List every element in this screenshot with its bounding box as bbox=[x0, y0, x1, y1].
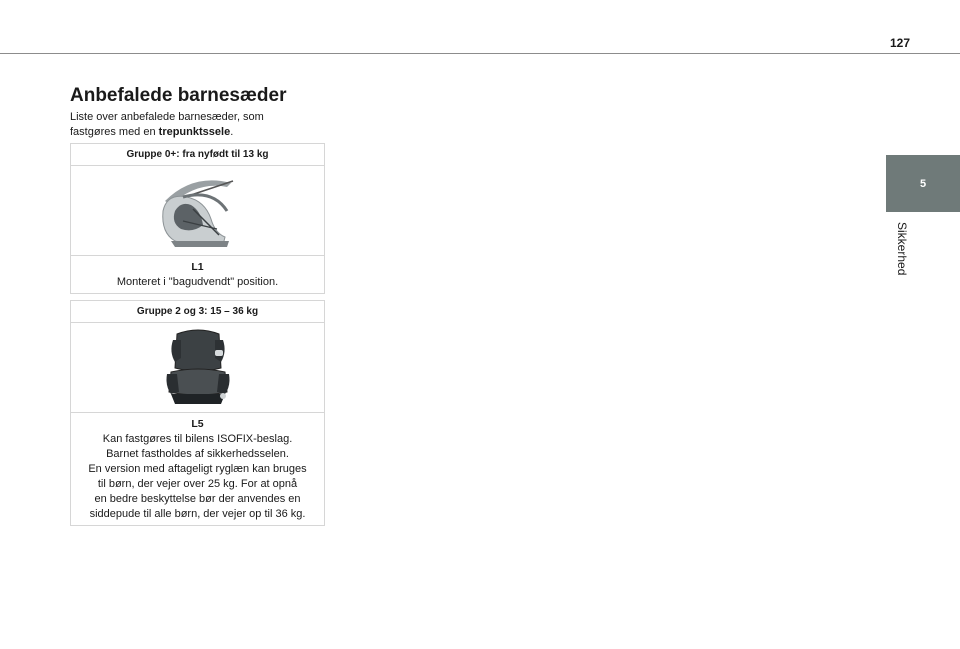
card-body bbox=[71, 256, 324, 293]
card-body bbox=[71, 413, 324, 525]
section-tab-number: 5 bbox=[919, 177, 927, 190]
intro-text: Liste over anbefalede barnesæder, som fastgøres med en bbox=[70, 111, 264, 138]
section-label: Sikkerhed bbox=[895, 222, 909, 276]
seat-code: L5 bbox=[191, 418, 204, 430]
section-tab[interactable] bbox=[886, 155, 960, 212]
card-line: En version med aftageligt ryglæn kan bruges bbox=[88, 463, 307, 475]
card-header: Gruppe 2 og 3: 15 – 36 kg bbox=[71, 301, 324, 323]
booster-seat-illustration bbox=[163, 328, 233, 408]
infant-carrier-illustration bbox=[153, 171, 243, 251]
card-line: Barnet fastholdes af sikkerhedsselen. bbox=[106, 448, 289, 460]
page-title: Anbefalede barnesæder bbox=[70, 85, 287, 106]
intro-paragraph bbox=[70, 110, 310, 140]
card-line: til børn, der vejer over 25 kg. For at opnå bbox=[97, 478, 298, 490]
card-line: Kan fastgøres til bilens ISOFIX-beslag. bbox=[102, 433, 293, 445]
card-line: en bedre beskyttelse bør der anvendes en bbox=[94, 493, 301, 505]
child-seat-card-l1 bbox=[70, 143, 325, 294]
card-image bbox=[71, 323, 324, 413]
child-seat-card-l5 bbox=[70, 300, 325, 526]
card-image bbox=[71, 166, 324, 256]
card-line: Monteret i "bagudvendt" position. bbox=[116, 276, 279, 288]
intro-bold-term: trepunktssele bbox=[158, 126, 231, 138]
intro-end: . bbox=[230, 126, 234, 138]
seat-code: L1 bbox=[191, 261, 204, 273]
card-header: Gruppe 0+: fra nyfødt til 13 kg bbox=[71, 144, 324, 166]
header-rule bbox=[0, 53, 960, 54]
page-number: 127 bbox=[889, 36, 910, 50]
card-line: siddepude til alle børn, der vejer op til 36 kg. bbox=[89, 508, 306, 520]
